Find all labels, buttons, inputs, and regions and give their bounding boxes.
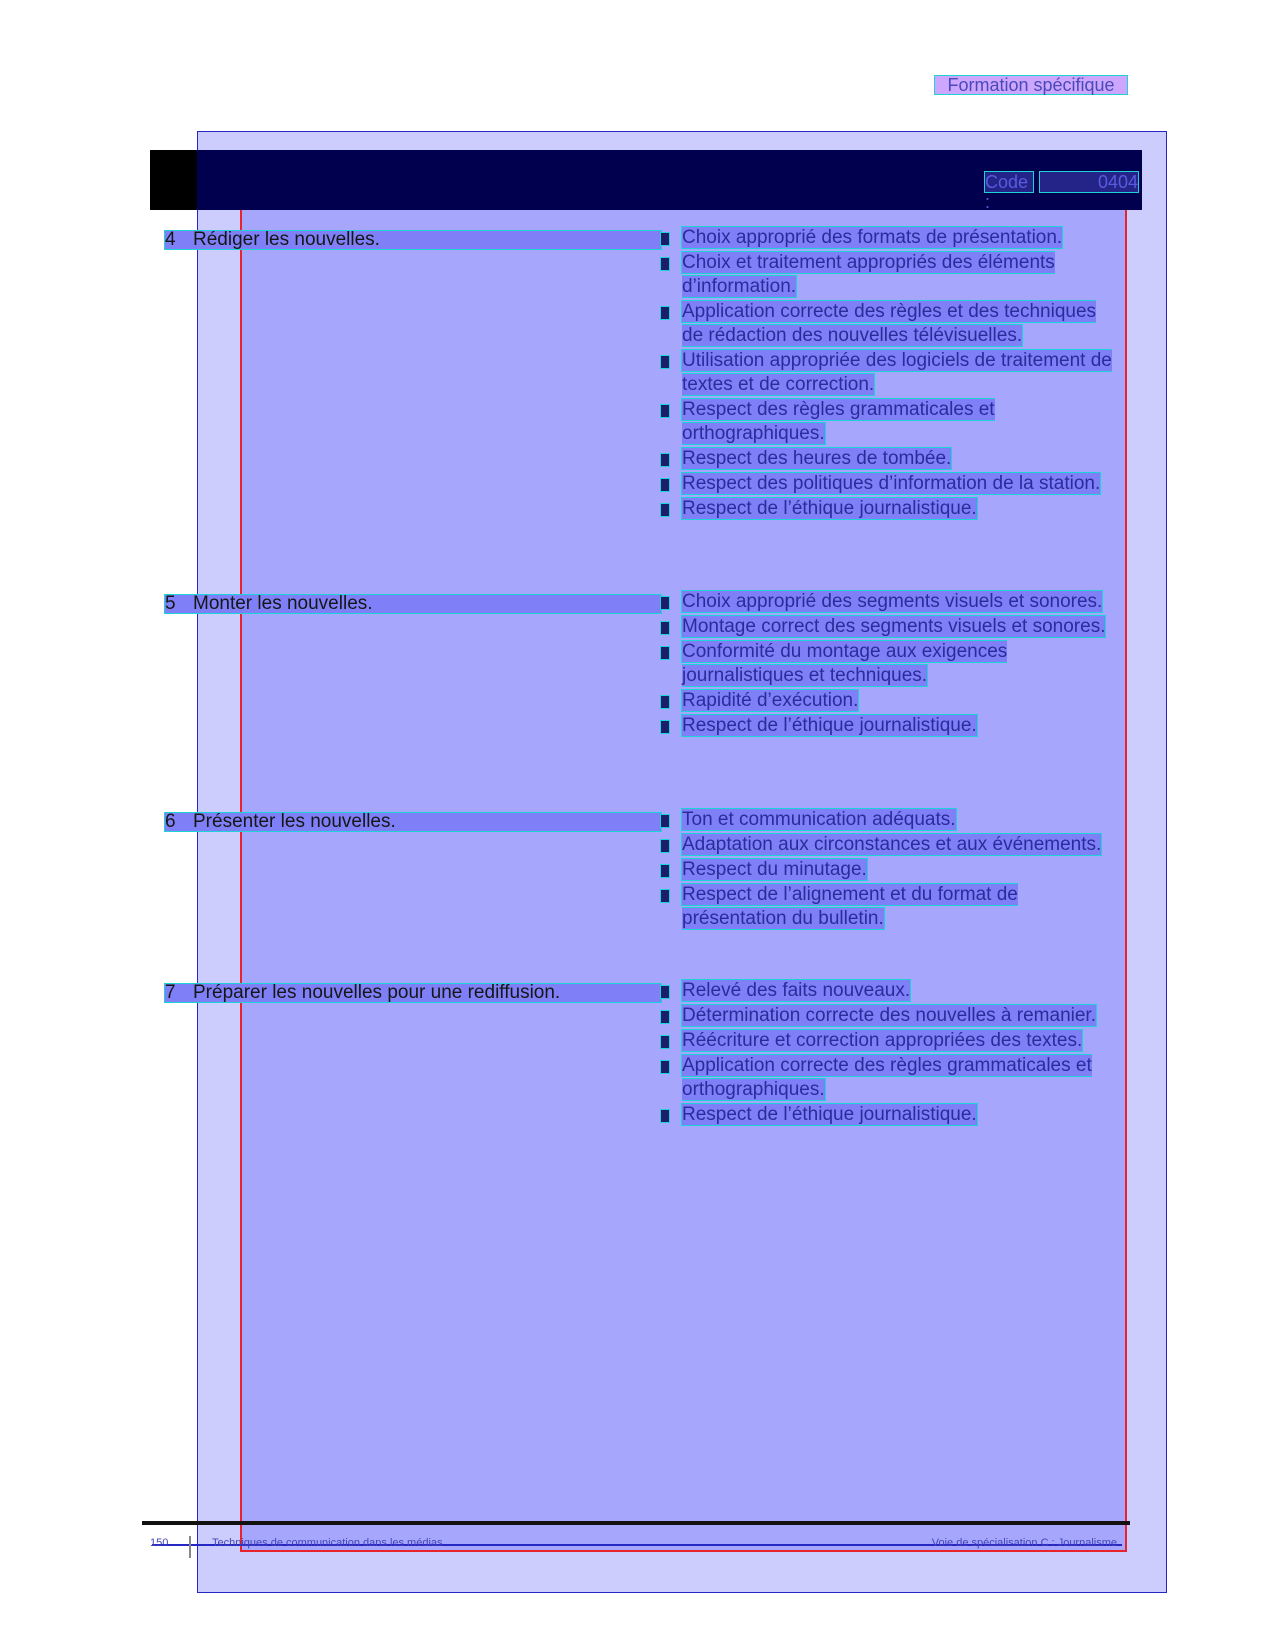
list-item: Détermination correcte des nouvelles à remanier. [660, 1004, 1120, 1028]
competency-number: 6 [165, 811, 176, 832]
list-item: Respect de l’éthique journalistique. [660, 497, 1120, 521]
page-number: 150 [150, 1537, 169, 1549]
list-item: Adaptation aux circonstances et aux événements. [660, 833, 1120, 857]
code-label: Code : [984, 171, 1034, 193]
competency-row [164, 230, 662, 250]
competency-title: Rédiger les nouvelles. [193, 229, 380, 250]
bullet-icon [660, 503, 670, 517]
bullet-icon [660, 864, 670, 878]
bullet-icon [660, 720, 670, 734]
competency-title: Présenter les nouvelles. [193, 811, 396, 832]
list-item: Respect de l’éthique journalistique. [660, 714, 1120, 738]
bullet-icon [660, 478, 670, 492]
competency-number: 5 [165, 593, 176, 614]
bullet-icon [660, 1109, 670, 1123]
competency-row [164, 812, 662, 832]
list-item: Choix approprié des formats de présentation. [660, 226, 1120, 250]
bullet-icon [660, 985, 670, 999]
bullet-icon [660, 306, 670, 320]
competency-title: Préparer les nouvelles pour une rediffusion. [193, 982, 561, 1003]
list-item: Rapidité d’exécution. [660, 689, 1120, 713]
bullet-icon [660, 1060, 670, 1074]
competency-row [164, 983, 662, 1003]
list-item: Respect des politiques d’information de la station. [660, 472, 1120, 496]
bullet-icon [660, 1010, 670, 1024]
competency-number: 7 [165, 982, 176, 1003]
bullet-icon [660, 257, 670, 271]
criteria-list [660, 226, 1120, 522]
criteria-list [660, 808, 1120, 932]
criteria-list [660, 979, 1120, 1128]
bullet-icon [660, 889, 670, 903]
bullet-icon [660, 1035, 670, 1049]
code-value: 0404 [1039, 171, 1139, 193]
competency-title: Monter les nouvelles. [193, 593, 373, 614]
bullet-icon [660, 621, 670, 635]
bullet-icon [660, 695, 670, 709]
list-item: Respect des heures de tombée. [660, 447, 1120, 471]
footer-rule [142, 1521, 1130, 1525]
competency-number: 4 [165, 229, 176, 250]
list-item: Respect de l’éthique journalistique. [660, 1103, 1120, 1127]
footer-left-text: Techniques de communication dans les médias [212, 1537, 443, 1549]
bullet-icon [660, 453, 670, 467]
list-item: Relevé des faits nouveaux. [660, 979, 1120, 1003]
bullet-icon [660, 404, 670, 418]
list-item: Respect de l’alignement et du format de présentation du bulletin. [660, 883, 1120, 931]
list-item: Respect des règles grammaticales et orthographiques. [660, 398, 1120, 446]
list-item: Choix approprié des segments visuels et sonores. [660, 590, 1120, 614]
list-item: Respect du minutage. [660, 858, 1120, 882]
list-item: Conformité du montage aux exigences journalistiques et techniques. [660, 640, 1120, 688]
bullet-icon [660, 839, 670, 853]
section-header: Formation spécifique [934, 75, 1128, 95]
bullet-icon [660, 596, 670, 610]
footer-separator [189, 1536, 191, 1558]
list-item: Montage correct des segments visuels et sonores. [660, 615, 1120, 639]
list-item: Ton et communication adéquats. [660, 808, 1120, 832]
bullet-icon [660, 646, 670, 660]
bullet-icon [660, 232, 670, 246]
list-item: Application correcte des règles grammaticales et orthographiques. [660, 1054, 1120, 1102]
bullet-icon [660, 814, 670, 828]
competency-row [164, 594, 662, 614]
list-item: Réécriture et correction appropriées des textes. [660, 1029, 1120, 1053]
criteria-list [660, 590, 1120, 739]
list-item: Application correcte des règles et des techniques de rédaction des nouvelles télévisuelles. [660, 300, 1120, 348]
list-item: Choix et traitement appropriés des éléments d’information. [660, 251, 1120, 299]
bullet-icon [660, 355, 670, 369]
list-item: Utilisation appropriée des logiciels de traitement de textes et de correction. [660, 349, 1120, 397]
footer-right-text: Voie de spécialisation C : Journalisme [931, 1537, 1117, 1549]
